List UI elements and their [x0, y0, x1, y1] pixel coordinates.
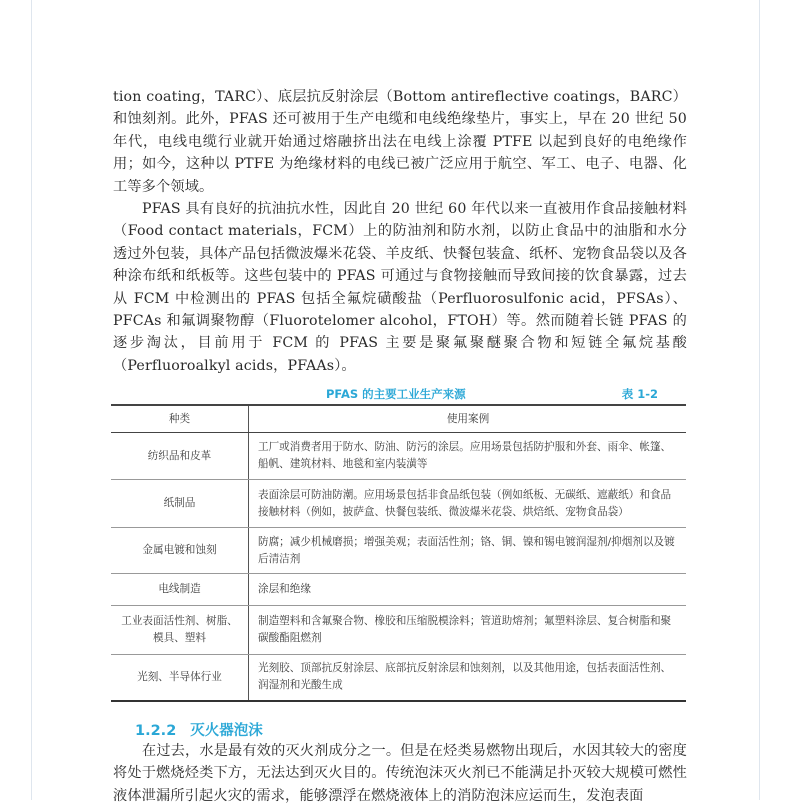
cell-category: 工业表面活性剂、树脂、模具、塑料 [111, 606, 249, 655]
page-edge-left [31, 0, 32, 800]
cell-use: 光刻胶、顶部抗反射涂层、底部抗反射涂层和蚀刻剂，以及其他用途，包括表面活性剂、润湿剂和光酸生成 [249, 655, 687, 701]
cell-category: 纸制品 [111, 480, 249, 528]
cell-use: 工厂或消费者用于防水、防油、防污的涂层。应用场景包括防护服和外套、雨伞、帐篷、船帆、建筑材料、地毯和室内装潢等 [249, 433, 687, 480]
cell-use: 制造塑料和含氟聚合物、橡胶和压缩脱模涂料；管道助熔剂；氟塑料涂层、复合树脂和聚碳酸酯阻燃剂 [249, 606, 687, 655]
table-row [111, 480, 686, 528]
table-row [111, 655, 686, 701]
paragraph: tion coating，TARC）、底层抗反射涂层（Bottom antireflective coatings，BARC）和蚀刻剂。此外，PFAS 还可被用于生产电缆和电线绝缘垫片，事实上，早在 20 世纪 50 年代，电线电缆行业就开始通过熔融挤出法在电线上涂覆 PTFE 以起到良好的电绝缘作用；如今，这种以 PTFE 为绝缘材料的电线已被广泛应用于航空、军工、电子、电器、化工等多个领域。 [113, 89, 687, 195]
paragraph: PFAS 具有良好的抗油抗水性，因此自 20 世纪 60 年代以来一直被用作食品接触材料（Food contact materials，FCM）上的防油剂和防水剂，以防止食品中的油脂和水分透过外包装，具体产品包括微波爆米花袋、羊皮纸、快餐包装盒、纸杯、宠物食品袋以及各种涂布纸和纸板等。这些包装中的 PFAS 可通过与食物接触而导致间接的饮食暴露，过去从 FCM 中检测出的 PFAS 包括全氟烷磺酸盐（Perfluorosulfonic acid，PFSAs）、PFCAs 和氟调聚物醇（Fluorotelomer alcohol，FTOH）等。然而随着长链 PFAS 的逐步淘汰，目前用于 FCM 的 PFAS 主要是聚氟聚醚聚合物和短链全氟烷基酸（Perfluoroalkyl acids，PFAAs）。 [113, 201, 687, 374]
cell-use: 表面涂层可防油防潮。应用场景包括非食品纸包装（例如纸板、无碳纸、遮蔽纸）和食品接触材料（例如，披萨盒、快餐包装纸、微波爆米花袋、烘焙纸、宠物食品袋） [249, 480, 687, 528]
cell-category: 电线制造 [111, 574, 249, 606]
header-use-cases: 使用案例 [249, 405, 687, 433]
cell-use: 防腐；减少机械磨损；增强美观；表面活性剂；铬、铜、镍和锡电镀润湿剂/抑烟剂以及镀后清洁剂 [249, 528, 687, 574]
cell-use: 涂层和绝缘 [249, 574, 687, 606]
cell-category: 光刻、半导体行业 [111, 655, 249, 701]
section-heading [135, 719, 263, 740]
table-number: 表 1-2 [621, 387, 658, 401]
cell-category: 纺织品和皮革 [111, 433, 249, 480]
table-title: PFAS 的主要工业生产来源 [326, 387, 466, 401]
section-number: 1.2.2 [135, 723, 177, 739]
table-row [111, 433, 686, 480]
header-category: 种类 [111, 405, 249, 433]
cell-category: 金属电镀和蚀刻 [111, 528, 249, 574]
table-caption [111, 386, 686, 404]
page-edge-right [759, 0, 760, 800]
table-header-row [111, 405, 686, 433]
paragraph: 在过去，水是最有效的灭火剂成分之一。但是在烃类易燃物出现后，水因其较大的密度将处于燃烧烃类下方，无法达到灭火目的。传统泡沫灭火剂已不能满足扑灭较大规模可燃性液体泄漏所引起火灾的需求，能够漂浮在燃烧液体上的消防泡沫应运而生，发泡表面 [113, 743, 687, 804]
industrial-sources-table [111, 404, 686, 702]
body-text-top [113, 86, 687, 377]
body-text-bottom [113, 740, 687, 807]
table-row [111, 574, 686, 606]
section-title: 灭火器泡沫 [190, 723, 263, 739]
table-row [111, 528, 686, 574]
table-row [111, 606, 686, 655]
